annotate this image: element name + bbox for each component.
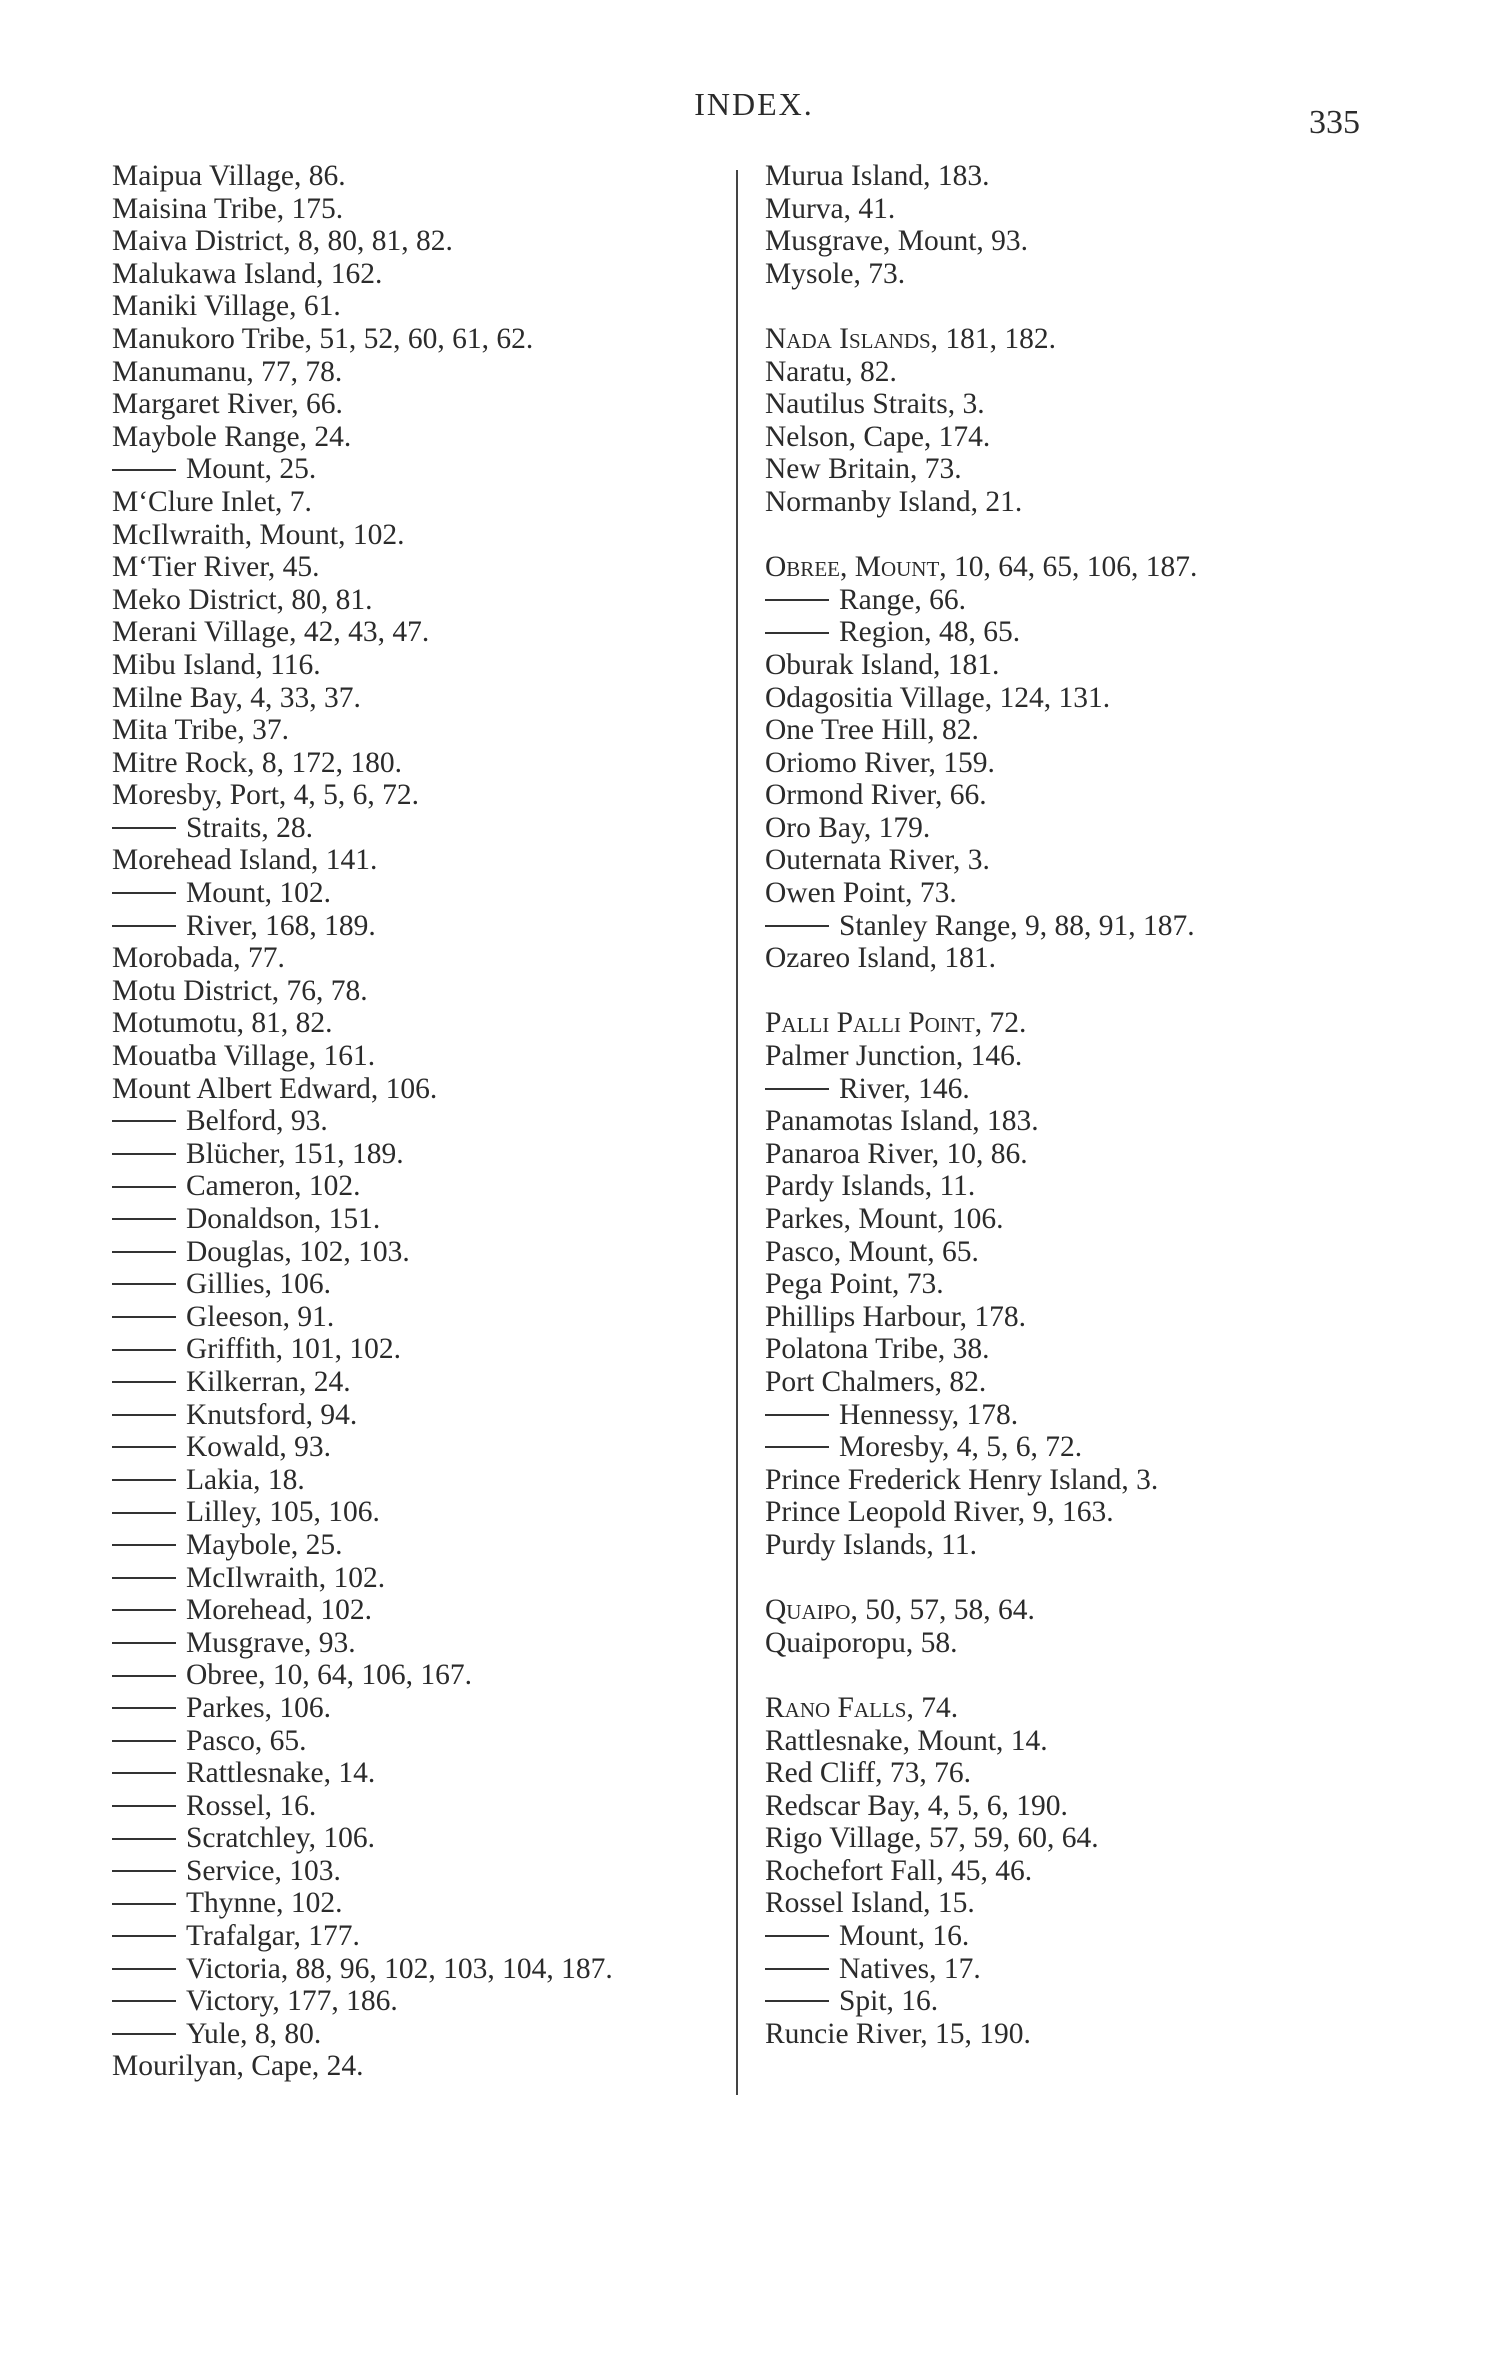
entry-text: Palli Palli Point, 72. <box>765 1007 1027 1040</box>
entry-text: Obree, Mount, 10, 64, 65, 106, 187. <box>765 551 1198 584</box>
index-entry <box>765 877 1405 910</box>
entry-text: McIlwraith, 102. <box>186 1561 386 1594</box>
index-subentry <box>765 1985 1405 2018</box>
entry-text: Motumotu, 81, 82. <box>112 1007 333 1040</box>
repeat-dash <box>112 1283 176 1285</box>
index-entry <box>112 486 732 519</box>
entry-text: Straits, 28. <box>186 811 314 844</box>
repeat-dash <box>112 1512 176 1514</box>
section-gap <box>765 1562 1405 1595</box>
index-entry <box>112 388 732 421</box>
index-entry <box>112 779 732 812</box>
entry-text: Natives, 17. <box>839 1952 981 1985</box>
entry-text: Musgrave, 93. <box>186 1626 356 1659</box>
section-gap <box>765 975 1405 1008</box>
entry-text: Quaiporopu, 58. <box>765 1626 958 1659</box>
entry-text: Hennessy, 178. <box>839 1398 1019 1431</box>
repeat-dash <box>112 1414 176 1416</box>
index-subentry <box>112 1757 732 1790</box>
repeat-dash <box>112 1479 176 1481</box>
entry-text: Panamotas Island, 183. <box>765 1105 1039 1138</box>
index-subentry <box>112 1496 732 1529</box>
repeat-dash <box>112 469 176 471</box>
repeat-dash <box>112 1740 176 1742</box>
entry-text: River, 168, 189. <box>186 909 376 942</box>
entry-text: Yule, 8, 80. <box>186 2017 322 2050</box>
index-entry <box>112 975 732 1008</box>
index-entry <box>112 682 732 715</box>
repeat-dash <box>112 1642 176 1644</box>
section-gap <box>765 1659 1405 1692</box>
repeat-dash <box>112 925 176 927</box>
index-entry <box>765 388 1405 421</box>
index-entry <box>765 1333 1405 1366</box>
index-subentry <box>112 1692 732 1725</box>
repeat-dash <box>112 1707 176 1709</box>
repeat-dash <box>112 827 176 829</box>
entry-text: Manumanu, 77, 78. <box>112 355 343 388</box>
index-subentry <box>112 1659 732 1692</box>
entry-text: M‘Tier River, 45. <box>112 551 320 584</box>
entry-text: Range, 66. <box>839 583 966 616</box>
entry-text: Douglas, 102, 103. <box>186 1235 410 1268</box>
entry-text: Nelson, Cape, 174. <box>765 420 991 453</box>
index-entry <box>765 323 1405 356</box>
entry-text: Maybole Range, 24. <box>112 420 352 453</box>
entry-text: Blücher, 151, 189. <box>186 1137 404 1170</box>
entry-text: Mita Tribe, 37. <box>112 714 290 747</box>
index-subentry <box>112 1790 732 1823</box>
entry-text: River, 146. <box>839 1072 970 1105</box>
entry-text: M‘Clure Inlet, 7. <box>112 485 312 518</box>
repeat-dash <box>765 1446 829 1448</box>
entry-text: Lakia, 18. <box>186 1463 305 1496</box>
entry-text: Moresby, Port, 4, 5, 6, 72. <box>112 779 420 812</box>
entry-text: Moresby, 4, 5, 6, 72. <box>839 1431 1083 1464</box>
entry-text: Rochefort Fall, 45, 46. <box>765 1854 1033 1887</box>
repeat-dash <box>112 1446 176 1448</box>
index-subentry <box>112 1268 732 1301</box>
entry-text: Nada Islands, 181, 182. <box>765 322 1057 355</box>
index-entry <box>765 1627 1405 1660</box>
repeat-dash <box>112 1316 176 1318</box>
index-subentry <box>765 1920 1405 1953</box>
index-entry <box>765 1301 1405 1334</box>
entry-text: Oro Bay, 179. <box>765 811 931 844</box>
index-subentry <box>112 1855 732 1888</box>
entry-text: Oriomo River, 159. <box>765 746 995 779</box>
index-subentry <box>112 1920 732 1953</box>
index-entry <box>765 1040 1405 1073</box>
repeat-dash <box>765 1935 829 1937</box>
entry-text: Pardy Islands, 11. <box>765 1170 976 1203</box>
entry-text: Ozareo Island, 181. <box>765 942 997 975</box>
repeat-dash <box>112 1838 176 1840</box>
entry-text: Obree, 10, 64, 106, 167. <box>186 1659 472 1692</box>
index-subentry <box>112 1529 732 1562</box>
entry-text: Parkes, Mount, 106. <box>765 1203 1004 1235</box>
entry-text: Murva, 41. <box>765 192 896 225</box>
repeat-dash <box>765 2000 829 2002</box>
entry-text: Musgrave, Mount, 93. <box>765 225 1029 258</box>
entry-text: Service, 103. <box>186 1854 341 1887</box>
index-subentry <box>112 1594 732 1627</box>
index-entry <box>765 1822 1405 1855</box>
index-entry <box>112 714 732 747</box>
entry-text: Morobada, 77. <box>112 942 285 975</box>
index-entry <box>112 323 732 356</box>
entry-text: One Tree Hill, 82. <box>765 714 979 747</box>
entry-text: Owen Point, 73. <box>765 877 957 910</box>
repeat-dash <box>765 1968 829 1970</box>
entry-text: Motu District, 76, 78. <box>112 974 368 1007</box>
entry-text: Cameron, 102. <box>186 1170 361 1203</box>
index-entry <box>112 2050 732 2083</box>
index-subentry <box>765 584 1405 617</box>
index-entry <box>765 714 1405 747</box>
index-entry <box>112 616 732 649</box>
repeat-dash <box>112 1935 176 1937</box>
entry-text: Rattlesnake, 14. <box>186 1757 376 1790</box>
repeat-dash <box>112 1903 176 1905</box>
index-subentry <box>112 1203 732 1236</box>
index-entry <box>765 1790 1405 1823</box>
entry-text: Victoria, 88, 96, 102, 103, 104, 187. <box>186 1952 613 1985</box>
index-subentry <box>112 1431 732 1464</box>
index-entry <box>112 1040 732 1073</box>
index-entry <box>112 1007 732 1040</box>
index-entry <box>765 421 1405 454</box>
index-subentry <box>765 616 1405 649</box>
section-gap <box>765 290 1405 323</box>
index-subentry <box>765 910 1405 943</box>
index-entry <box>112 649 732 682</box>
entry-text: Nautilus Straits, 3. <box>765 388 985 421</box>
index-entry <box>765 486 1405 519</box>
repeat-dash <box>112 1544 176 1546</box>
index-entry <box>765 160 1405 193</box>
entry-text: Morehead, 102. <box>186 1594 372 1627</box>
index-entry <box>112 942 732 975</box>
index-entry <box>765 844 1405 877</box>
entry-text: Maisina Tribe, 175. <box>112 192 344 225</box>
index-entry <box>765 1692 1405 1725</box>
index-entry <box>112 1073 732 1106</box>
entry-text: Red Cliff, 73, 76. <box>765 1757 971 1790</box>
index-entry <box>765 1887 1405 1920</box>
entry-text: Malukawa Island, 162. <box>112 257 383 290</box>
repeat-dash <box>112 1870 176 1872</box>
entry-text: Odagositia Village, 124, 131. <box>765 681 1111 714</box>
repeat-dash <box>112 1349 176 1351</box>
entry-text: Knutsford, 94. <box>186 1398 358 1431</box>
entry-text: Pega Point, 73. <box>765 1268 944 1301</box>
index-entry <box>112 519 732 552</box>
repeat-dash <box>112 1120 176 1122</box>
section-gap <box>765 519 1405 552</box>
repeat-dash <box>112 1186 176 1188</box>
repeat-dash <box>112 2000 176 2002</box>
repeat-dash <box>112 1805 176 1807</box>
repeat-dash <box>112 1577 176 1579</box>
repeat-dash <box>112 1609 176 1611</box>
entry-text: Milne Bay, 4, 33, 37. <box>112 681 361 714</box>
index-entry <box>765 1725 1405 1758</box>
index-subentry <box>112 1725 732 1758</box>
entry-text: Rigo Village, 57, 59, 60, 64. <box>765 1822 1099 1855</box>
index-entry <box>112 551 732 584</box>
entry-text: Palmer Junction, 146. <box>765 1040 1023 1073</box>
entry-text: Scratchley, 106. <box>186 1822 375 1855</box>
index-entry <box>765 1529 1405 1562</box>
index-subentry <box>112 1301 732 1334</box>
entry-text: Pasco, Mount, 65. <box>765 1235 979 1268</box>
repeat-dash <box>112 2033 176 2035</box>
index-subentry <box>112 1627 732 1660</box>
index-entry <box>765 193 1405 226</box>
entry-text: Redscar Bay, 4, 5, 6, 190. <box>765 1789 1068 1822</box>
entry-text: Normanby Island, 21. <box>765 485 1023 518</box>
index-entry <box>765 1757 1405 1790</box>
index-subentry <box>112 1399 732 1432</box>
index-entry <box>765 1366 1405 1399</box>
entry-text: Mouatba Village, 161. <box>112 1040 376 1073</box>
repeat-dash <box>765 632 829 634</box>
index-subentry <box>112 1887 732 1920</box>
entry-text: Mount, 102. <box>186 877 332 910</box>
entry-text: Merani Village, 42, 43, 47. <box>112 616 430 649</box>
entry-text: Manukoro Tribe, 51, 52, 60, 61, 62. <box>112 322 534 355</box>
entry-text: Gillies, 106. <box>186 1268 332 1301</box>
entry-text: Margaret River, 66. <box>112 388 343 421</box>
repeat-dash <box>765 1414 829 1416</box>
index-entry <box>112 290 732 323</box>
index-subentry <box>765 1431 1405 1464</box>
page-number: 335 <box>1309 104 1360 141</box>
entry-text: Maybole, 25. <box>186 1528 343 1561</box>
index-entry <box>765 812 1405 845</box>
entry-text: Kilkerran, 24. <box>186 1365 351 1398</box>
index-entry <box>765 942 1405 975</box>
entry-text: Mount Albert Edward, 106. <box>112 1072 438 1105</box>
entry-text: Belford, 93. <box>186 1105 328 1138</box>
entry-text: Mount, 16. <box>839 1920 970 1953</box>
entry-text: Phillips Harbour, 178. <box>765 1300 1027 1333</box>
entry-text: Rattlesnake, Mount, 14. <box>765 1724 1048 1757</box>
repeat-dash <box>112 1218 176 1220</box>
entry-text: New Britain, 73. <box>765 453 962 486</box>
entry-text: Ormond River, 66. <box>765 779 987 812</box>
entry-text: Maiva District, 8, 80, 81, 82. <box>112 225 453 258</box>
index-subentry <box>112 453 732 486</box>
index-entry <box>112 584 732 617</box>
index-entry <box>765 1855 1405 1888</box>
index-subentry <box>112 1138 732 1171</box>
entry-text: Port Chalmers, 82. <box>765 1365 987 1398</box>
index-subentry <box>112 877 732 910</box>
index-entry <box>765 1203 1405 1236</box>
index-entry <box>112 193 732 226</box>
index-column-right <box>765 160 1405 2050</box>
entry-text: Mibu Island, 116. <box>112 648 321 681</box>
entry-text: Murua Island, 183. <box>765 160 990 192</box>
index-entry <box>765 1007 1405 1040</box>
entry-text: Prince Leopold River, 9, 163. <box>765 1496 1114 1529</box>
repeat-dash <box>765 1088 829 1090</box>
entry-text: Mount, 25. <box>186 453 317 486</box>
entry-text: Trafalgar, 177. <box>186 1920 360 1953</box>
repeat-dash <box>112 1772 176 1774</box>
entry-text: Gleeson, 91. <box>186 1300 335 1333</box>
entry-text: Purdy Islands, 11. <box>765 1528 977 1561</box>
entry-text: Kowald, 93. <box>186 1431 332 1464</box>
entry-text: Spit, 16. <box>839 1985 939 2018</box>
repeat-dash <box>112 1675 176 1677</box>
entry-text: Rossel, 16. <box>186 1789 317 1822</box>
entry-text: McIlwraith, Mount, 102. <box>112 518 405 551</box>
entry-text: Mitre Rock, 8, 172, 180. <box>112 746 403 779</box>
entry-text: Maipua Village, 86. <box>112 160 346 192</box>
index-subentry <box>112 1366 732 1399</box>
index-entry <box>765 779 1405 812</box>
index-entry <box>765 225 1405 258</box>
index-entry <box>112 258 732 291</box>
index-subentry <box>112 1822 732 1855</box>
repeat-dash <box>112 1153 176 1155</box>
index-entry <box>112 160 732 193</box>
entry-text: Lilley, 105, 106. <box>186 1496 380 1529</box>
entry-text: Thynne, 102. <box>186 1887 343 1920</box>
repeat-dash <box>112 1251 176 1253</box>
entry-text: Prince Frederick Henry Island, 3. <box>765 1463 1159 1496</box>
entry-text: Parkes, 106. <box>186 1691 332 1724</box>
entry-text: Donaldson, 151. <box>186 1203 381 1235</box>
index-entry <box>765 649 1405 682</box>
index-entry <box>765 747 1405 780</box>
index-entry <box>765 551 1405 584</box>
entry-text: Stanley Range, 9, 88, 91, 187. <box>839 909 1195 942</box>
entry-text: Naratu, 82. <box>765 355 897 388</box>
index-subentry <box>765 1953 1405 1986</box>
index-subentry <box>112 1170 732 1203</box>
index-subentry <box>112 812 732 845</box>
entry-text: Quaipo, 50, 57, 58, 64. <box>765 1594 1035 1627</box>
index-entry <box>765 2018 1405 2051</box>
page-title: INDEX. <box>694 86 814 122</box>
column-divider <box>736 170 738 2095</box>
entry-text: Mourilyan, Cape, 24. <box>112 2050 364 2083</box>
index-entry <box>765 682 1405 715</box>
index-subentry <box>765 1399 1405 1432</box>
index-subentry <box>112 1105 732 1138</box>
entry-text: Pasco, 65. <box>186 1724 307 1757</box>
repeat-dash <box>112 892 176 894</box>
entry-text: Polatona Tribe, 38. <box>765 1333 990 1366</box>
index-entry <box>765 453 1405 486</box>
entry-text: Morehead Island, 141. <box>112 844 378 877</box>
index-column-left <box>112 160 732 2083</box>
entry-text: Meko District, 80, 81. <box>112 583 373 616</box>
entry-text: Griffith, 101, 102. <box>186 1333 401 1366</box>
index-subentry <box>112 1236 732 1269</box>
index-entry <box>765 1138 1405 1171</box>
index-entry <box>765 356 1405 389</box>
index-entry <box>112 356 732 389</box>
index-subentry <box>112 1985 732 2018</box>
index-subentry <box>112 910 732 943</box>
index-entry <box>765 258 1405 291</box>
repeat-dash <box>765 599 829 601</box>
repeat-dash <box>765 925 829 927</box>
index-entry <box>765 1170 1405 1203</box>
index-subentry <box>112 1562 732 1595</box>
repeat-dash <box>112 1381 176 1383</box>
index-entry <box>765 1236 1405 1269</box>
index-subentry <box>765 1073 1405 1106</box>
entry-text: Mysole, 73. <box>765 257 906 290</box>
repeat-dash <box>112 1968 176 1970</box>
index-subentry <box>112 1953 732 1986</box>
index-entry <box>112 225 732 258</box>
entry-text: Rossel Island, 15. <box>765 1887 975 1920</box>
index-entry <box>765 1594 1405 1627</box>
entry-text: Oburak Island, 181. <box>765 648 1000 681</box>
entry-text: Region, 48, 65. <box>839 616 1021 649</box>
entry-text: Maniki Village, 61. <box>112 290 341 323</box>
index-entry <box>112 844 732 877</box>
index-entry <box>765 1464 1405 1497</box>
entry-text: Victory, 177, 186. <box>186 1985 398 2018</box>
index-subentry <box>112 2018 732 2051</box>
entry-text: Panaroa River, 10, 86. <box>765 1137 1028 1170</box>
index-entry <box>112 421 732 454</box>
index-subentry <box>112 1464 732 1497</box>
index-entry <box>765 1496 1405 1529</box>
index-entry <box>112 747 732 780</box>
index-subentry <box>112 1333 732 1366</box>
entry-text: Runcie River, 15, 190. <box>765 2017 1031 2050</box>
index-entry <box>765 1105 1405 1138</box>
entry-text: Outernata River, 3. <box>765 844 990 877</box>
index-entry <box>765 1268 1405 1301</box>
entry-text: Rano Falls, 74. <box>765 1691 959 1724</box>
